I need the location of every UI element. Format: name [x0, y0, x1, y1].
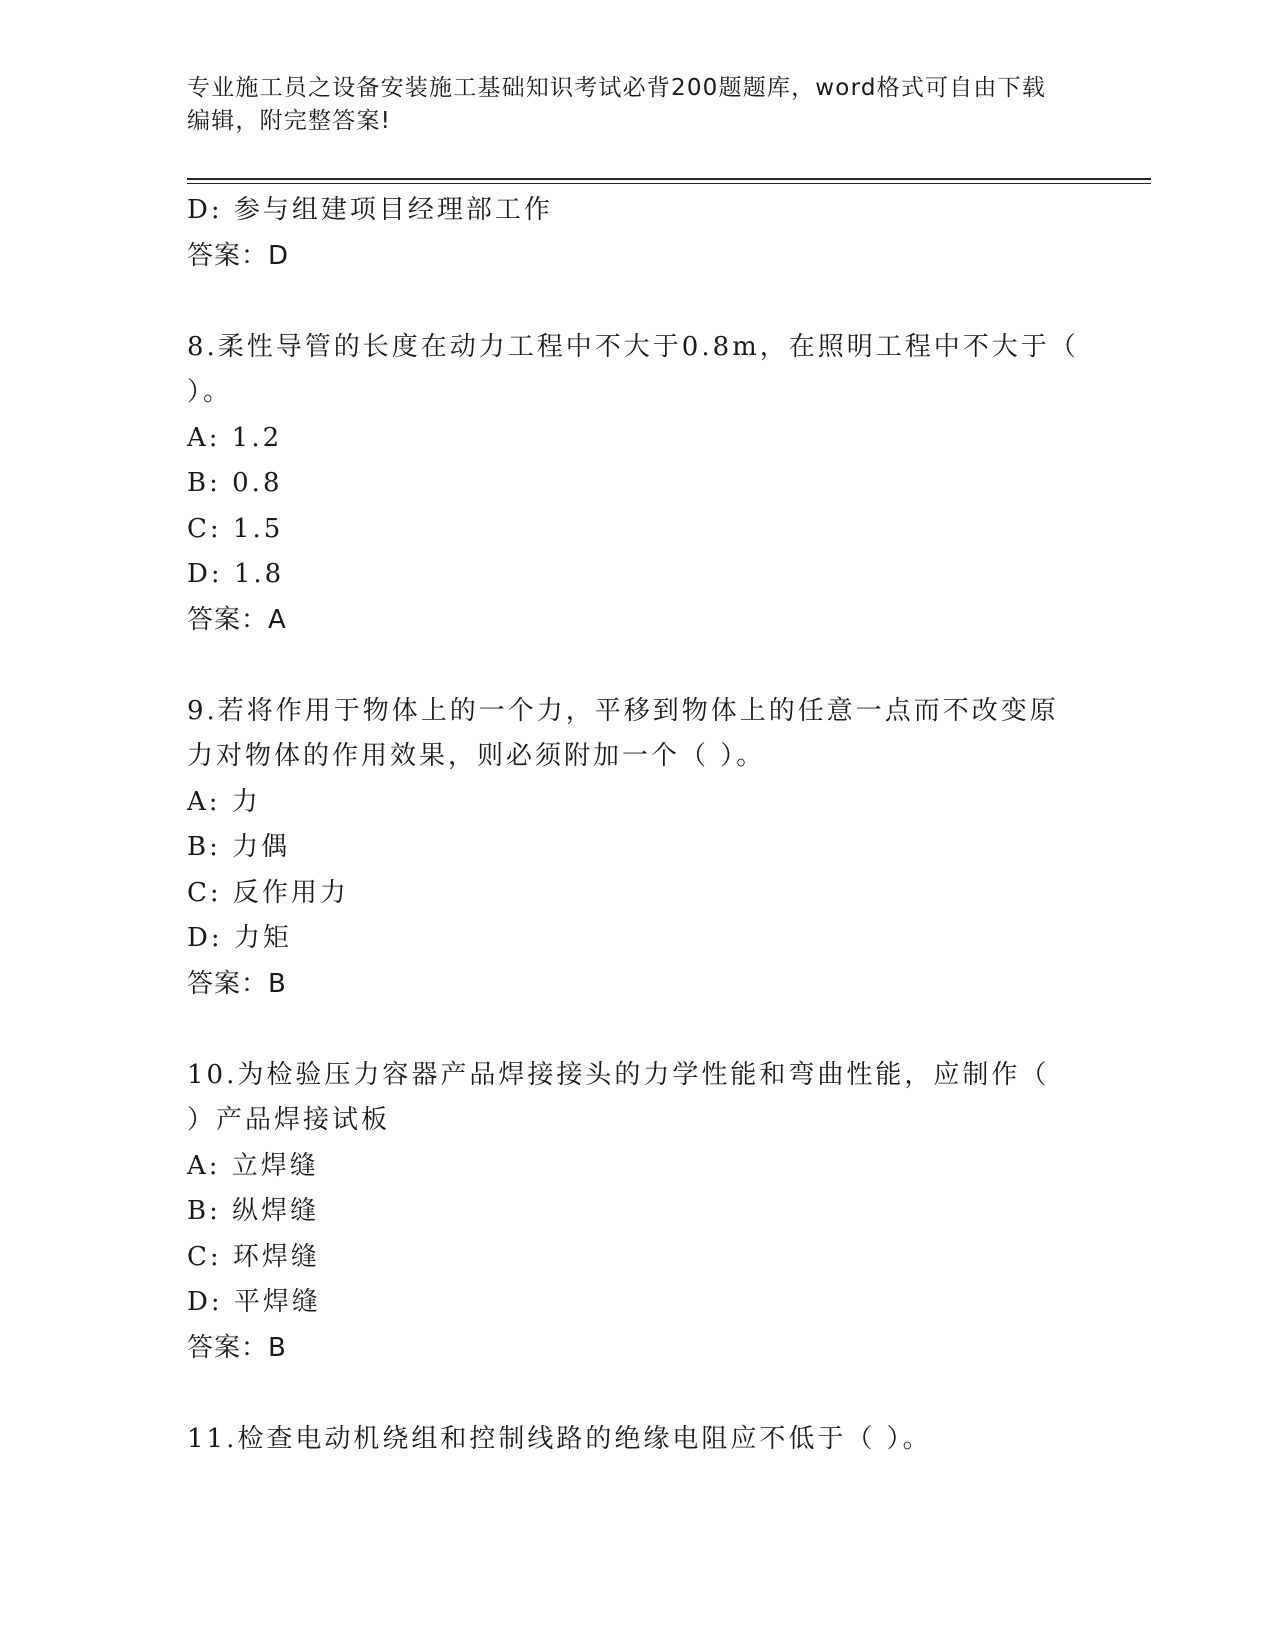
question-8-stem-line1: 8.柔性导管的长度在动力工程中不大于0.8m，在照明工程中不大于（ — [187, 331, 1079, 362]
question-10-stem-line2: ）产品焊接试板 — [187, 1105, 391, 1135]
question-9-option-d: D: 力矩 — [187, 923, 292, 953]
header-title-line1: 专业施工员之设备安装施工基础知识考试必背200题题库，word格式可自由下载 — [187, 75, 1047, 101]
prev-question-answer: 答案：D — [187, 240, 290, 271]
question-9-stem-line1: 9.若将作用于物体上的一个力，平移到物体上的任意一点而不改变原 — [187, 695, 1059, 726]
question-11 — [187, 1417, 1087, 1463]
document-header — [187, 72, 1067, 138]
question-9-option-b: B: 力偶 — [187, 832, 291, 862]
header-rule-bottom — [187, 183, 1151, 184]
question-8-stem-line2: ）。 — [187, 377, 233, 407]
question-list — [187, 188, 1087, 1462]
question-9-answer: 答案：B — [187, 968, 287, 999]
question-spacer — [187, 1371, 1087, 1417]
question-8 — [187, 325, 1087, 644]
prev-question-option-d: D: 参与组建项目经理部工作 — [187, 195, 553, 225]
question-10-stem-line1: 10.为检验压力容器产品焊接接头的力学性能和弯曲性能，应制作（ — [187, 1059, 1050, 1090]
question-8-answer: 答案：A — [187, 604, 287, 635]
question-8-option-c: C: 1.5 — [187, 513, 284, 544]
question-9-option-c: C: 反作用力 — [187, 877, 349, 908]
question-spacer — [187, 1007, 1087, 1053]
question-10-answer: 答案：B — [187, 1332, 287, 1363]
question-8-option-d: D: 1.8 — [187, 559, 285, 589]
question-10-option-d: D: 平焊缝 — [187, 1287, 321, 1317]
question-spacer — [187, 643, 1087, 689]
question-8-option-a: A: 1.2 — [187, 422, 283, 453]
question-spacer — [187, 279, 1087, 325]
header-rule-top — [187, 178, 1151, 180]
question-10-option-c: C: 环焊缝 — [187, 1241, 320, 1272]
question-9-option-a: A: 力 — [187, 786, 261, 817]
question-9 — [187, 689, 1087, 1008]
question-10-option-a: A: 立焊缝 — [187, 1150, 319, 1181]
question-11-stem-line1: 11.检查电动机绕组和控制线路的绝缘电阻应不低于（ ）。 — [187, 1423, 932, 1454]
question-10-option-b: B: 纵焊缝 — [187, 1196, 320, 1226]
header-title-line2: 编辑，附完整答案! — [187, 108, 392, 134]
question-8-option-b: B: 0.8 — [187, 468, 283, 498]
question-10 — [187, 1053, 1087, 1372]
question-9-stem-line2: 力对物体的作用效果，则必须附加一个（ ）。 — [187, 741, 766, 771]
